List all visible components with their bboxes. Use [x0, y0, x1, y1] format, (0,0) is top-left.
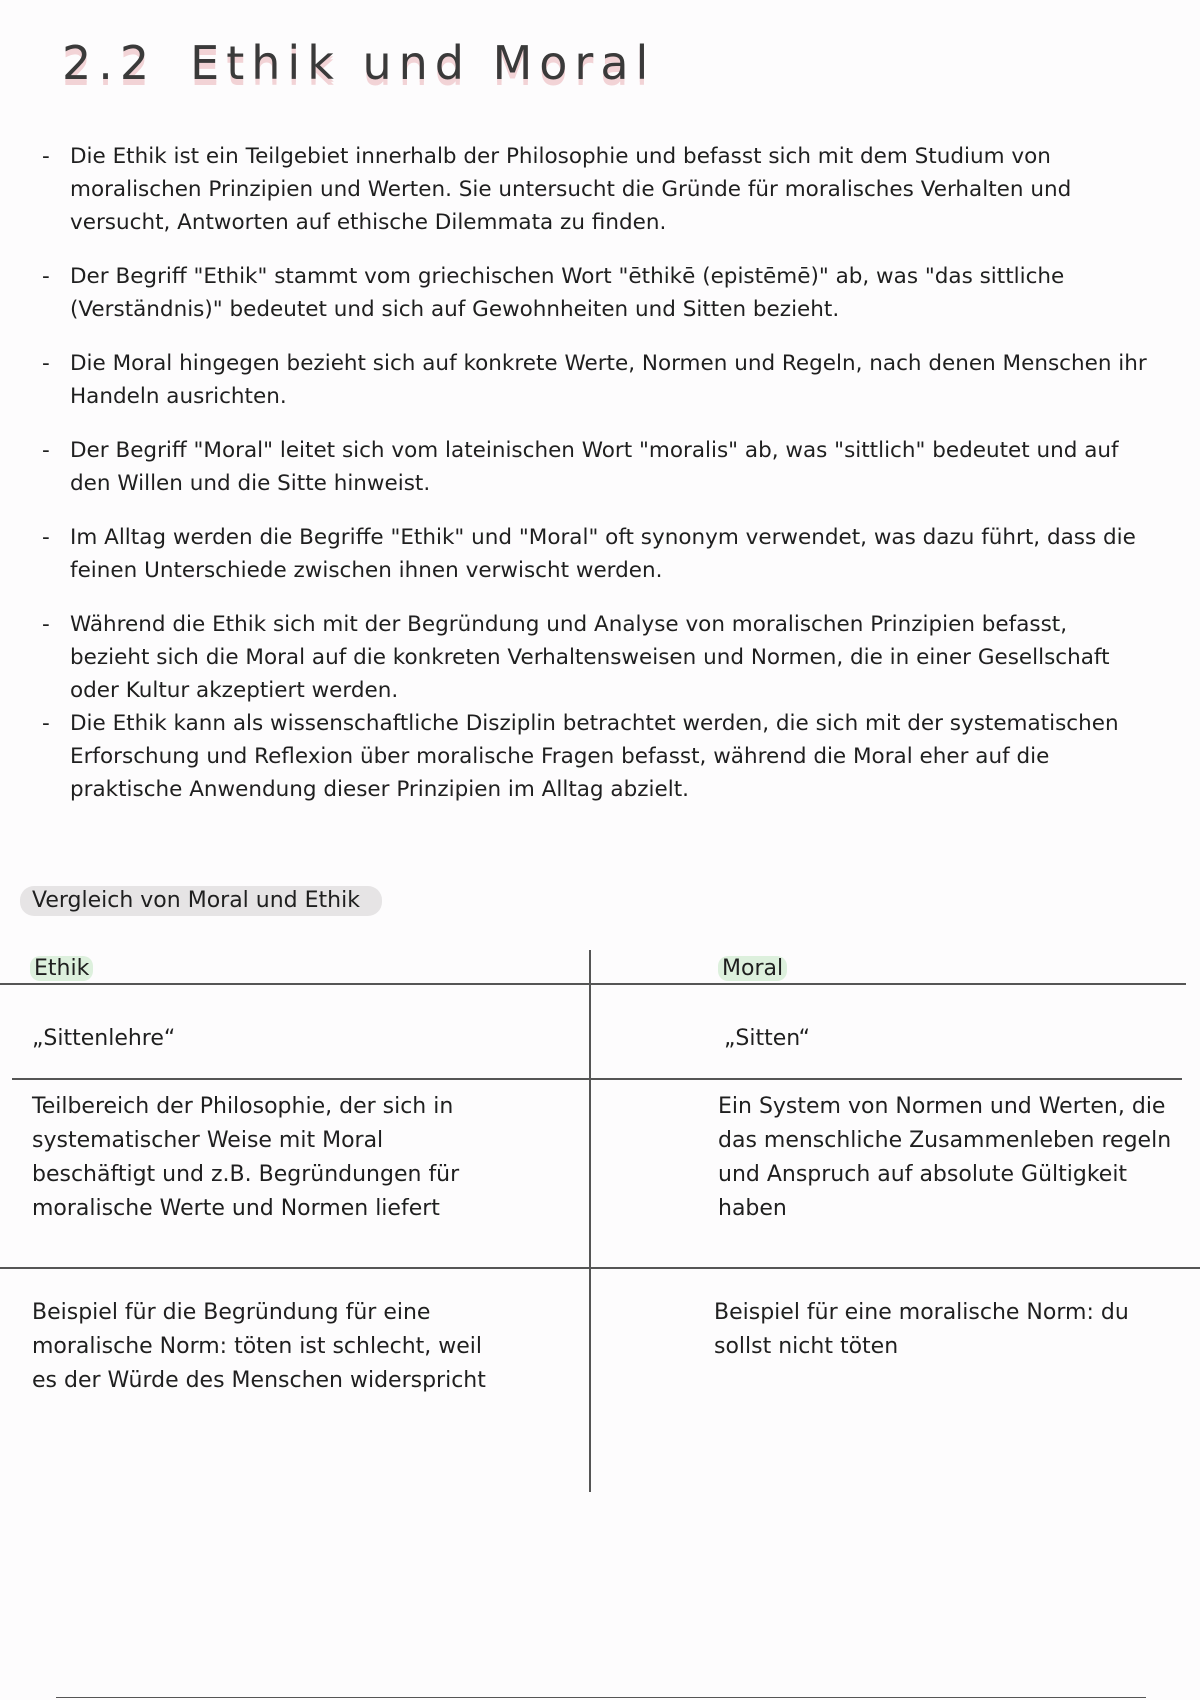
bottom-rule: [56, 1697, 1146, 1698]
column-divider: [589, 950, 591, 1492]
table-cell: Teilbereich der Philosophie, der sich in systematischer Weise mit Moral beschäftigt und z.B. Begründungen für moralische Werte und Normen liefert: [32, 1094, 460, 1221]
notes-list: [38, 140, 1148, 806]
header-rule: [0, 983, 1186, 985]
row-rule: [0, 1267, 1200, 1269]
table-cell: Ein System von Normen und Werten, die das menschliche Zusammenleben regeln und Anspruch auf absolute Gültigkeit haben: [718, 1094, 1172, 1221]
list-item: - Der Begriff "Ethik" stammt vom griechischen Wort "ēthikē (epistēmē)" ab, was "das sittliche (Verständnis)" bedeutet und sich auf Gewohnheiten und Sitten bezieht.: [38, 260, 1148, 326]
list-item: - Der Begriff "Moral" leitet sich vom lateinischen Wort "moralis" ab, was "sittlich" bedeutet und auf den Willen und die Sitte hinweist.: [38, 434, 1148, 500]
list-item: - Während die Ethik sich mit der Begründung und Analyse von moralischen Prinzipien befasst, bezieht sich die Moral auf die konkreten Verhaltensweisen und Normen, die in einer Gesellschaft oder Kultur akzeptiert werden.: [38, 608, 1148, 707]
table-cell: „Sitten“: [724, 1026, 811, 1051]
row-rule: [12, 1078, 1182, 1080]
table-cell: Beispiel für eine moralische Norm: du sollst nicht töten: [714, 1300, 1129, 1359]
table-cell: „Sittenlehre“: [32, 1026, 176, 1051]
list-item: - Im Alltag werden die Begriffe "Ethik" und "Moral" oft synonym verwendet, was dazu führt, dass die feinen Unterschiede zwischen ihnen verwischt werden.: [38, 521, 1148, 587]
section-title: Ethik und Moral: [190, 36, 656, 90]
column-header-ethik: Ethik: [30, 954, 93, 984]
list-item: - Die Moral hingegen bezieht sich auf konkrete Werte, Normen und Regeln, nach denen Menschen ihr Handeln ausrichten.: [38, 347, 1148, 413]
section-number: 2.2: [62, 36, 157, 90]
page-title: [62, 36, 655, 90]
column-header-moral: Moral: [718, 954, 787, 984]
list-item: - Die Ethik kann als wissenschaftliche Disziplin betrachtet werden, die sich mit der systematischen Erforschung und Reflexion über moralische Fragen befasst, während die Moral eher auf die praktische Anwendung dieser Prinzipien im Alltag abzielt.: [38, 707, 1148, 806]
table-cell: Beispiel für die Begründung für eine moralische Norm: töten ist schlecht, weil es der Würde des Menschen widerspricht: [32, 1300, 486, 1393]
comparison-heading: Vergleich von Moral und Ethik: [20, 886, 382, 916]
list-item: - Die Ethik ist ein Teilgebiet innerhalb der Philosophie und befasst sich mit dem Studium von moralischen Prinzipien und Werten. Sie untersucht die Gründe für moralisches Verhalten und versucht, Antworten auf ethische Dilemmata zu finden.: [38, 140, 1148, 239]
